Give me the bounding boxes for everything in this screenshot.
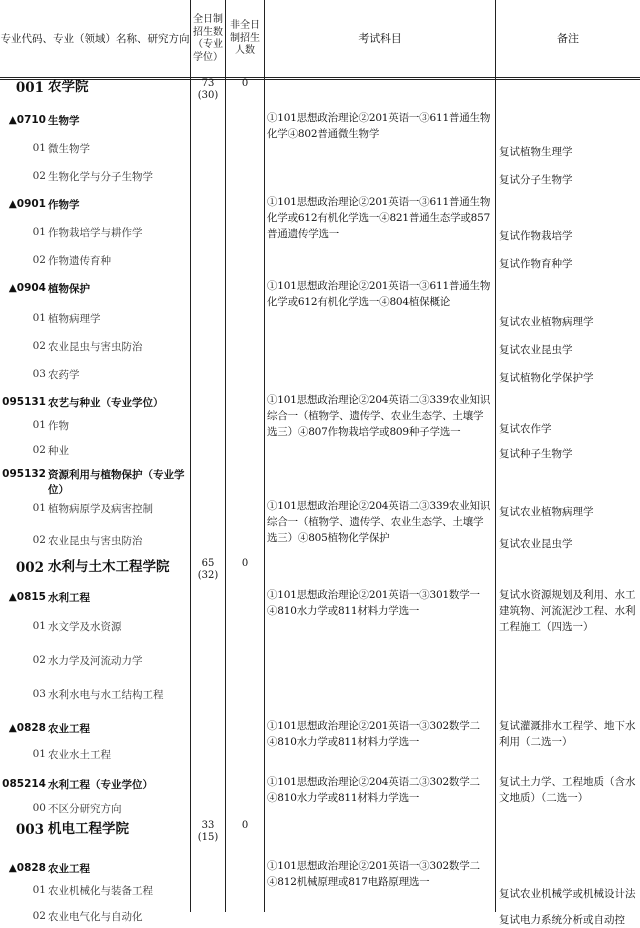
row-name: 微生物学 xyxy=(48,143,90,155)
row-name: 水利水电与水工结构工程 xyxy=(48,689,164,701)
row-code: 095132 xyxy=(2,468,46,480)
row-name: 水利与土木工程学院 xyxy=(48,559,170,575)
full-time-quota xyxy=(191,558,225,582)
row-name: 农业工程 xyxy=(48,863,90,875)
direction-row xyxy=(0,444,640,468)
row-code: 01 xyxy=(32,502,46,514)
row-note: 复试农业昆虫学 xyxy=(499,538,573,550)
row-code: ▲0904 xyxy=(8,282,46,294)
row-name: 植物病原学及病害控制 xyxy=(48,503,153,515)
row-code: 01 xyxy=(32,142,46,154)
row-name: 农业昆虫与害虫防治 xyxy=(48,341,143,353)
exam-subjects: ①101思想政治理论②201英语一③611普通生物化学④802普通微生物学 xyxy=(267,112,491,141)
quota-total: 73 xyxy=(201,78,215,89)
row-code: 03 xyxy=(32,368,46,380)
discipline-row xyxy=(0,860,640,889)
row-name: 水利工程（专业学位） xyxy=(48,779,153,791)
part-time-quota: 0 xyxy=(241,558,249,569)
row-code: 01 xyxy=(32,620,46,632)
discipline-row xyxy=(0,722,640,748)
row-code: 00 xyxy=(32,802,46,814)
row-name: 生物化学与分子生物学 xyxy=(48,171,153,183)
row-name: 农业机械化与装备工程 xyxy=(48,885,153,897)
row-name: 机电工程学院 xyxy=(48,821,129,837)
discipline-row xyxy=(0,776,640,805)
row-name: 植物病理学 xyxy=(48,313,101,325)
row-note: 复试电力系统分析或自动控 xyxy=(499,914,625,926)
exam-subjects: ①101思想政治理论②201英语一③611普通生物化学或612有机化学选一④804植保概论 xyxy=(267,280,491,309)
row-code: 01 xyxy=(32,419,46,431)
row-name: 作物栽培学与耕作学 xyxy=(48,227,143,239)
direction-row xyxy=(0,688,640,722)
direction-row xyxy=(0,884,640,910)
row-name: 种业 xyxy=(48,445,69,457)
row-code: ▲0828 xyxy=(8,862,46,874)
header-code-name: 专业代码、专业（领域）名称、研究方向 xyxy=(0,32,190,45)
row-code: 02 xyxy=(32,170,46,182)
row-note: 复试土力学、工程地质（含水文地质）（二选一） xyxy=(499,776,636,805)
row-code: ▲0710 xyxy=(8,114,46,126)
row-code: 02 xyxy=(32,340,46,352)
row-name: 农业工程 xyxy=(48,723,90,735)
row-note: 复试农作学 xyxy=(499,423,552,435)
row-code: 02 xyxy=(32,444,46,456)
row-name: 资源利用与植物保护（专业学位） xyxy=(48,469,185,496)
row-note: 复试农业植物病理学 xyxy=(499,506,594,518)
direction-row xyxy=(0,142,640,170)
exam-subjects: ①101思想政治理论②201英语一③611普通生物化学或612有机化学选一④821普通生态学或857普通遗传学选一 xyxy=(267,196,491,241)
row-name: 作物学 xyxy=(48,199,80,211)
row-name: 农业电气化与自动化 xyxy=(48,911,143,923)
direction-row xyxy=(0,748,640,776)
full-time-quota xyxy=(191,820,225,844)
college-row xyxy=(0,80,640,108)
quota-professional: (32) xyxy=(197,570,219,581)
row-code: 01 xyxy=(32,748,46,760)
header-full-time-quota: 全日制招生数（专业学位） xyxy=(193,14,223,63)
exam-subjects: ①101思想政治理论②204英语二③339农业知识综合一（植物学、遗传学、农业生态学、土壤学选三）④805植物化学保护 xyxy=(267,500,491,545)
college-row xyxy=(0,822,640,858)
row-note: 复试作物育种学 xyxy=(499,258,573,270)
direction-row xyxy=(0,654,640,688)
row-name: 农业水土工程 xyxy=(48,749,111,761)
college-row xyxy=(0,560,640,588)
row-name: 不区分研究方向 xyxy=(48,803,122,815)
part-time-quota: 0 xyxy=(241,820,249,831)
quota-professional: (15) xyxy=(197,832,219,843)
row-code: 095131 xyxy=(2,396,46,408)
row-note: 复试农业昆虫学 xyxy=(499,344,573,356)
full-time-quota xyxy=(191,78,225,102)
row-name: 生物学 xyxy=(48,115,80,127)
row-name: 水文学及水资源 xyxy=(48,621,122,633)
row-code: 001 xyxy=(15,80,44,96)
row-name: 农艺与种业（专业学位） xyxy=(48,397,164,409)
row-note: 复试植物生理学 xyxy=(499,146,573,158)
header-notes: 备注 xyxy=(557,31,579,45)
header-part-time-quota: 非全日制招生人数 xyxy=(230,20,260,57)
row-name: 水利工程 xyxy=(48,592,90,604)
row-code: 003 xyxy=(15,822,44,838)
quota-professional: (30) xyxy=(197,90,219,101)
part-time-quota: 0 xyxy=(241,78,249,89)
direction-row xyxy=(0,419,640,443)
direction-row xyxy=(0,534,640,562)
row-note: 复试灌溉排水工程学、地下水利用（二选一） xyxy=(499,720,636,749)
row-note: 复试植物化学保护学 xyxy=(499,372,594,384)
row-code: 03 xyxy=(32,688,46,700)
row-code: 02 xyxy=(32,534,46,546)
row-code: ▲0901 xyxy=(8,198,46,210)
row-note: 复试种子生物学 xyxy=(499,448,573,460)
row-code: 01 xyxy=(32,884,46,896)
row-name: 水力学及河流动力学 xyxy=(48,655,143,667)
row-code: 02 xyxy=(32,654,46,666)
exam-subjects: ①101思想政治理论②201英语一③302数学二④810水力学或811材料力学选一 xyxy=(267,720,480,749)
exam-subjects: ①101思想政治理论②204英语二③339农业知识综合一（植物学、遗传学、农业生态学、土壤学选三）④807作物栽培学或809种子学选一 xyxy=(267,394,491,439)
discipline-row xyxy=(0,114,640,142)
direction-row xyxy=(0,340,640,368)
direction-row xyxy=(0,226,640,254)
row-name: 植物保护 xyxy=(48,283,90,295)
direction-row xyxy=(0,312,640,340)
quota-total: 33 xyxy=(201,820,215,831)
row-note: 复试作物栽培学 xyxy=(499,230,573,242)
quota-total: 65 xyxy=(201,558,215,569)
row-note: 复试水资源规划及利用、水工建筑物、河流泥沙工程、水利工程施工（四选一） xyxy=(499,589,636,634)
exam-subjects: ①101思想政治理论②201英语一③302数学二④812机械原理或817电路原理选一 xyxy=(267,860,480,889)
exam-subjects: ①101思想政治理论②204英语二③302数学二④810水力学或811材料力学选一 xyxy=(267,776,480,805)
header-exam-subjects: 考试科目 xyxy=(358,31,402,45)
row-code: ▲0828 xyxy=(8,722,46,734)
row-code: 02 xyxy=(32,254,46,266)
row-note: 复试农业机械学或机械设计法 xyxy=(499,888,636,900)
row-code: 01 xyxy=(32,312,46,324)
row-code: 02 xyxy=(32,910,46,922)
direction-row xyxy=(0,620,640,654)
row-code: 01 xyxy=(32,226,46,238)
row-name: 作物 xyxy=(48,420,69,432)
row-name: 农业昆虫与害虫防治 xyxy=(48,535,143,547)
discipline-row xyxy=(0,282,640,310)
row-name: 作物遗传育种 xyxy=(48,255,111,267)
row-note: 复试分子生物学 xyxy=(499,174,573,186)
row-code: 002 xyxy=(15,560,44,576)
discipline-row xyxy=(0,468,640,502)
row-name: 农学院 xyxy=(48,79,89,95)
row-name: 农药学 xyxy=(48,369,80,381)
row-note: 复试农业植物病理学 xyxy=(499,316,594,328)
exam-subjects: ①101思想政治理论②201英语一③301数学一④810水力学或811材料力学选一 xyxy=(267,589,480,618)
row-code: ▲0815 xyxy=(8,591,46,603)
row-code: 085214 xyxy=(2,778,46,790)
